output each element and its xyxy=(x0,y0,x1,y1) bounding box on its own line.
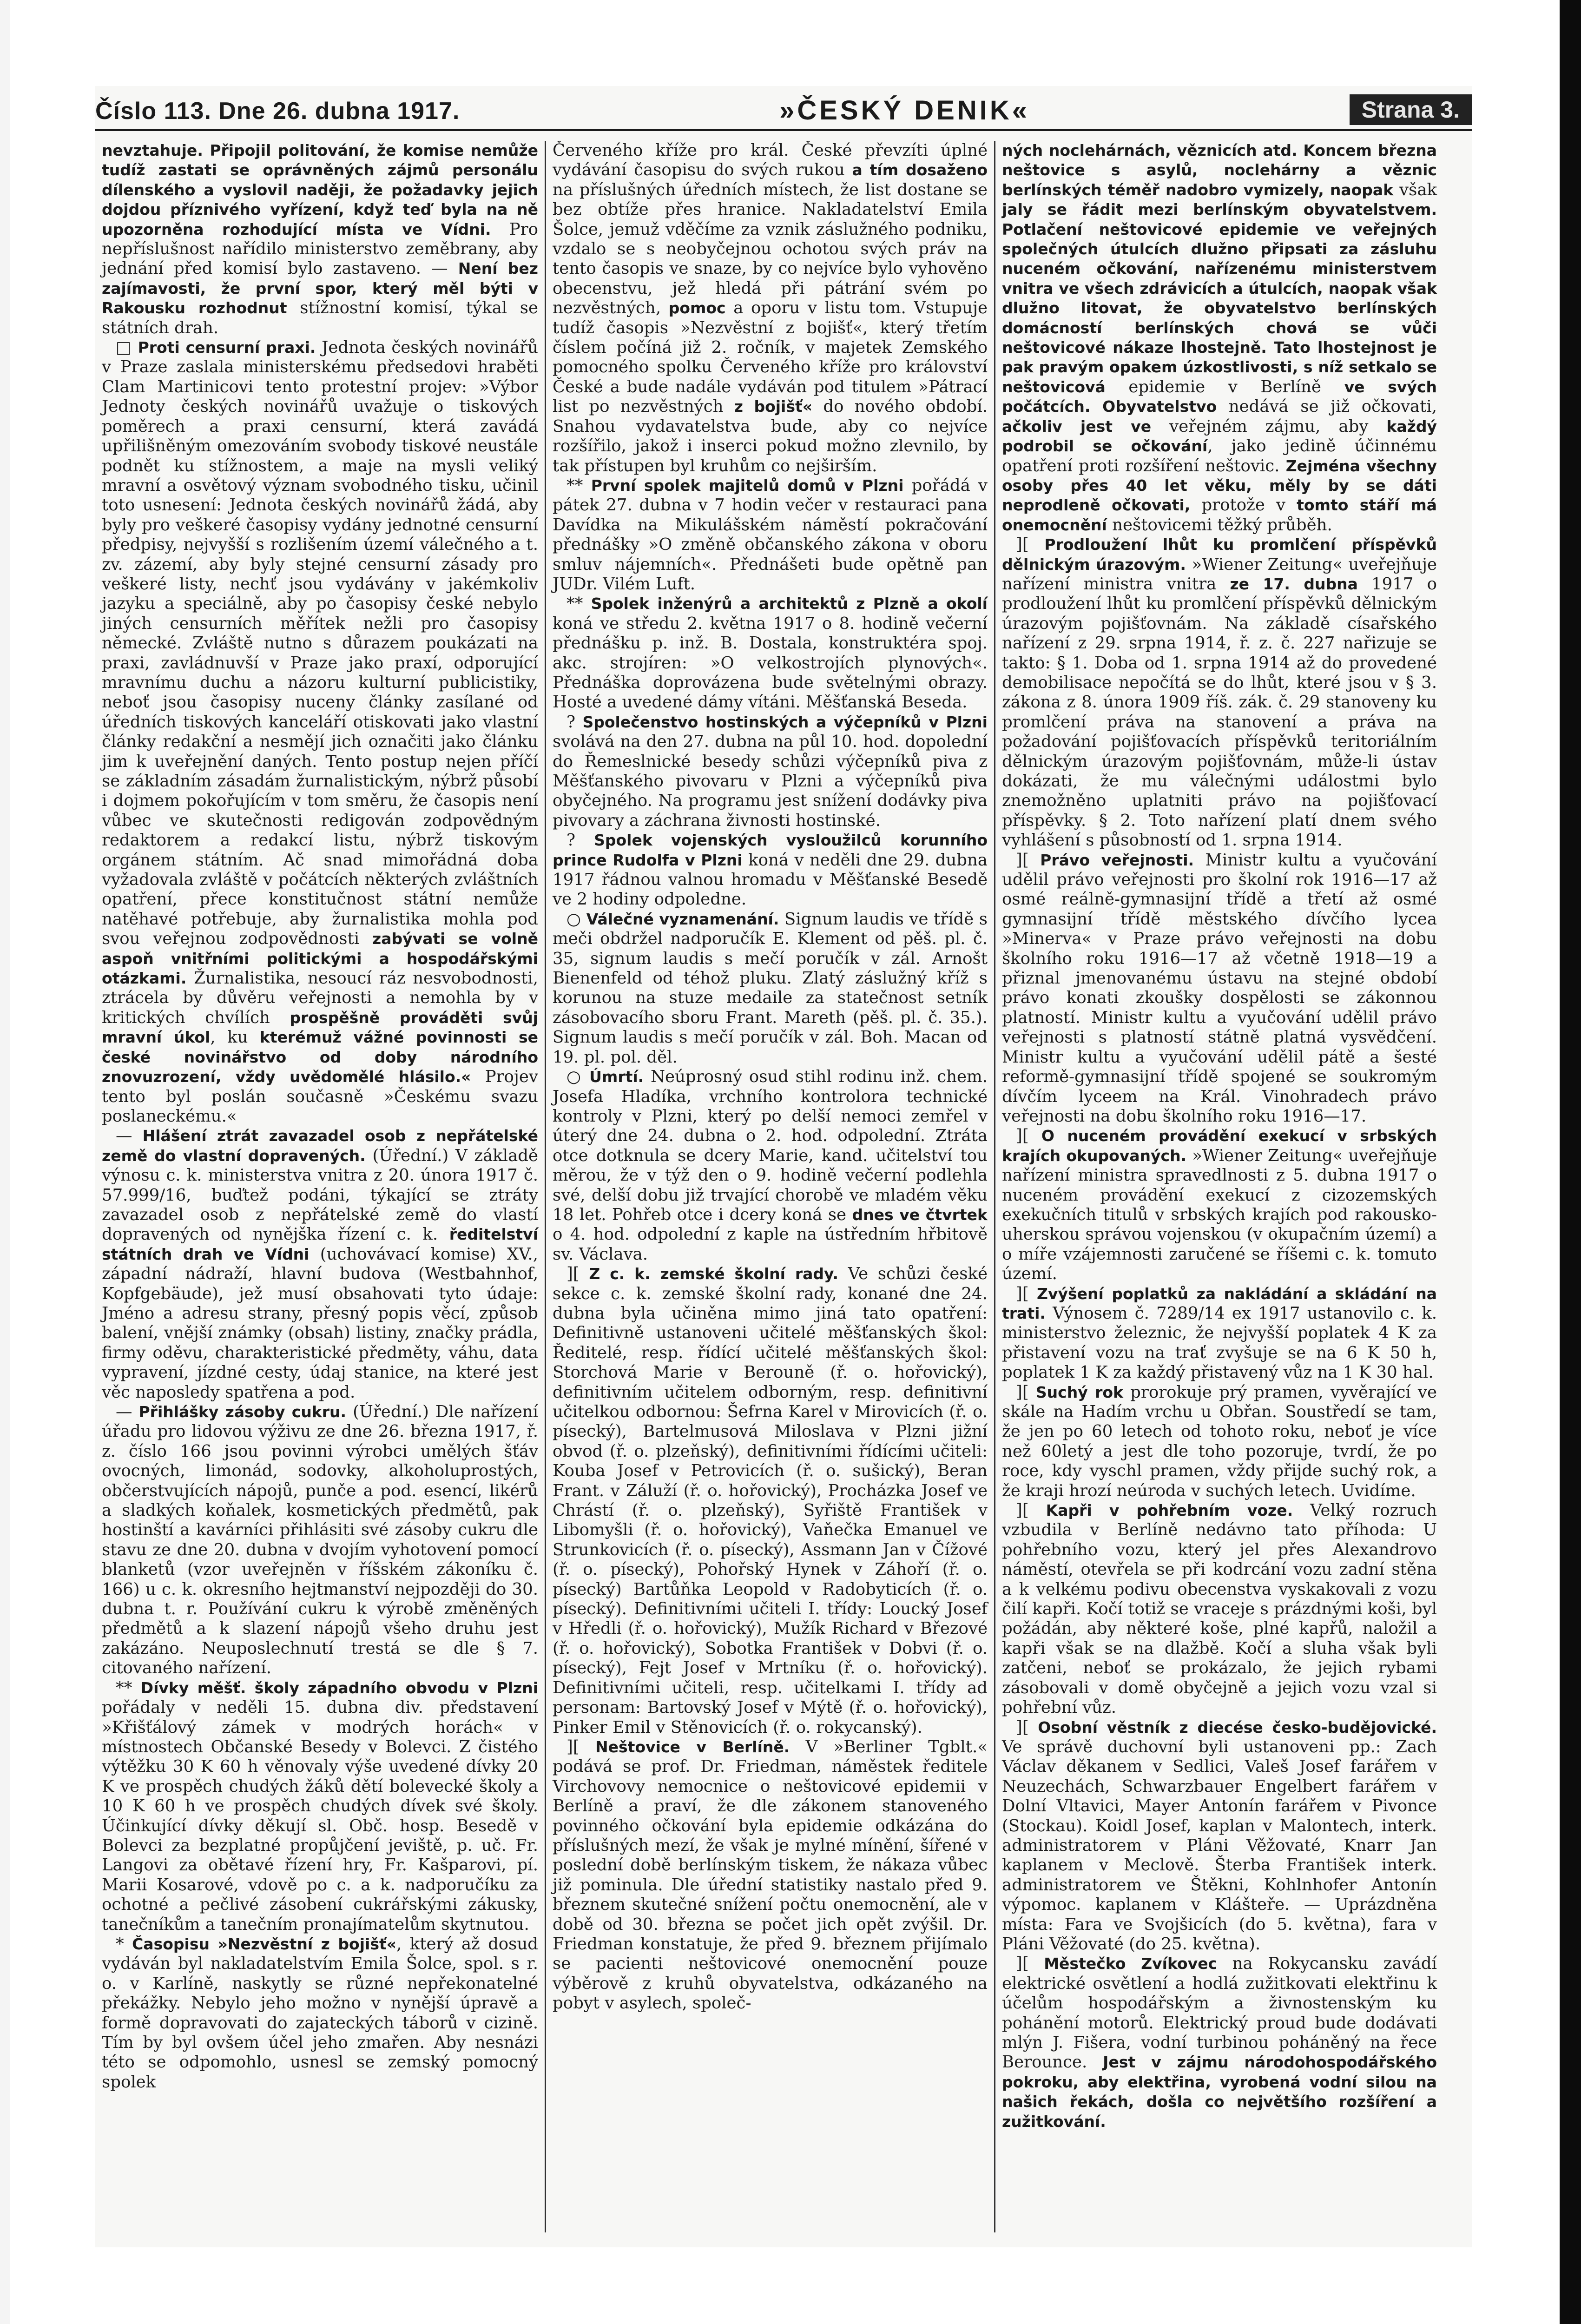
article-paragraph xyxy=(1002,1718,1437,1954)
article-paragraph xyxy=(1002,141,1437,535)
text-run: koná ve středu 2. května 1917 o 8. hodině večerní přednášku p. inž. B. Dostala, konstruktéra spoj. akc. strojíren: »O velkostrojích plynových«. Přednáška doprovázena bude světelnými obrazy. Hosté a uvedené dámy vítáni. Měšťanská Beseda. xyxy=(553,614,988,712)
text-run: pořádá v pátek 27. dubna v 7 hodin večer v restauraci pana Davídka na Mikulášském náměstí pokračování přednášky »O změně občanského zákona v oboru smluv nájemních«. Přednášeti bude opětně pan JUDr. Vilém Luft. xyxy=(553,475,988,594)
text-run: ○ xyxy=(567,1067,590,1087)
bold-text: zabývati se volně aspoň vnitřními politickými a hospodářskými otázkami. xyxy=(102,930,538,988)
text-run: ][ xyxy=(1016,1717,1038,1737)
column-3 xyxy=(994,141,1443,2232)
page-number: Strana 3. xyxy=(1350,94,1472,125)
bold-text: a tím dosaženo xyxy=(852,161,988,179)
text-run: ][ xyxy=(1016,1126,1041,1146)
article-paragraph xyxy=(553,476,988,594)
bold-text: dlužno připsati za zásluhu nuceném očkování, nařízenému ministerstvem vnitra ve všech zdrávicích a útulcích, naopak však dlužno litovat, že obyvatelstvo berlínských domácností berlínských chová se vůči neštovicové nákaze lhostejně. xyxy=(1002,240,1437,357)
text-run: 1917 o prodloužení lhůt ku promlčení příspěvků dělnickým úrazovým pojišťovnám. Na základě císařského nařízení z 29. srpna 1914, ř. z. č. 227 nařizuje se takto: § 1. Doba od 1. srpna 1914 až do provedené demobilisace nepočítá se do lhůt, které jsou v § 3. zákona z 8. února 1909 říš. zák. č. 29 stanoveny ku promlčení práva na stanovení a práva na požadování pojišťovacích příspěvků teritoriálním dělnickým úrazovým pojišťovnám, může-li ústav dokázati, že mu válečnými událostmi bylo znemožněno uplatniti právo na pojišťovací příspěvky. § 2. Toto nařízení platí dnem svého vyhlášení s působností od 1. srpna 1914. xyxy=(1002,574,1437,850)
article-paragraph xyxy=(102,1126,538,1402)
bold-text: Úmrtí. xyxy=(589,1068,644,1086)
text-run: ** xyxy=(567,594,591,614)
text-run: na Rokycansku zavádí elektrické osvětlení a hodlá zužitkovati elektřinu k účelům hospodářským a živnostenským ku pohánění motorů. Elektrický proud bude dodávati mlýn J. Fišera, vodní turbinou poháněný na řece Berounce. xyxy=(1002,1954,1437,2072)
text-run: svolává na den 27. dubna na půl 10. hod. dopolední do Řemeslnické besedy schůzi výčepníků piva z Měšťanského pivovaru v Plzni a výčepníků piva obyčejného. Na programu jest snížení dodávky piva pivovary a záchrana živnosti hostinské. xyxy=(553,732,988,830)
bold-text: ačkoliv jest ve xyxy=(1002,417,1152,436)
article-paragraph xyxy=(1002,1954,1437,2132)
text-run: však xyxy=(1393,180,1437,199)
text-run: prorokuje prý pramen, vyvěrající ve skále na Hadím vrchu u Obřan. Soustředí se tam, že jen po 60 letech od tohoto roku, neboť je více než 60letý a jest dle toho pozoruje, tvrdí, že po roce, kdy vyschl pramen, vždy přijde suchý rok, a že kraji hrozí neúroda v suchých letech. Uvidíme. xyxy=(1002,1382,1437,1500)
bold-text: Časopisu »Nezvěstní z bojišť« xyxy=(132,1934,397,1953)
bold-text: jaly se řádit mezi berlínským obyvatelstvem. xyxy=(1002,200,1437,219)
text-run: ? xyxy=(567,831,594,850)
issue-date: Číslo 113. Dne 26. dubna 1917. xyxy=(95,98,460,125)
article-paragraph xyxy=(102,338,538,1126)
masthead xyxy=(95,86,1472,131)
bold-text: Potlačení neštovicové epidemie ve veřejných společných útulcích xyxy=(1002,220,1437,258)
text-run: , jako jedině účinnému opatření proti rozšíření neštovic. xyxy=(1002,436,1437,475)
article-paragraph xyxy=(1002,1501,1437,1717)
text-run: na příslušných úředních místech, že list dostane se bez obtíže přes hranice. Nakladatelství Emila Šolce, jemuž vděčíme za vznik záslužného podniku, vzdalo se s neobyčejnou ochotou svých práv na tento časopis ve snaze, by co nejvíce bylo vyhověno obecenstvu, jež hledá při pátrání svém po nezvěstných, xyxy=(553,180,988,318)
text-run: □ xyxy=(116,338,138,357)
text-run: (Úřední.) Dle nařízení úřadu pro lidovou výživu ze dne 26. března 1917, ř. z. číslo 166 jsou povinni výrobci umělých šťáv ovocných, limonád, sodovky, alkoholuprostých, občerstvujících nápojů, punče a pod. esencí, likérů a sladkých koňalek, kosmetických předmětů, pak hostinští a kavárníci přihlásiti své zásoby cukru dle stavu ze dne 20. dubna v dvojím vyhotovení pomocí blanketů (vzor uveřejněn v říšském zákoníku č. 166) u c. k. okresního hejtmanství nejpozději do 30. dubna t. r. Používání cukru k výrobě změněných předmětů a k slazení nápojů všeho druhu jest zakázáno. Neuposlechnutí trestá se dle § 7. citovaného nařízení. xyxy=(102,1402,538,1678)
newspaper-page xyxy=(95,86,1472,2247)
article-paragraph xyxy=(553,1737,988,2014)
bold-text: Hlášení ztrát zavazadel osob z nepřátelské země do vlastní dopravených. xyxy=(102,1127,538,1165)
text-run: ][ xyxy=(1016,1501,1046,1520)
bold-text: pomoc xyxy=(668,299,726,317)
article-paragraph xyxy=(102,1678,538,1934)
bold-text: z bojišť« xyxy=(734,397,813,416)
article-paragraph xyxy=(553,594,988,712)
article-paragraph xyxy=(1002,1126,1437,1284)
bold-text: Proti censurní praxi. xyxy=(138,338,316,357)
article-paragraph xyxy=(102,1402,538,1678)
article-paragraph xyxy=(1002,851,1437,1127)
text-run: ][ xyxy=(567,1737,596,1756)
bold-text: Neštovice v Berlíně. xyxy=(595,1737,790,1756)
bold-text: Suchý rok xyxy=(1035,1383,1123,1401)
text-run: (uchovávací komise) XV., západní nádraží, hlavní budova (Westbahnhof, Kopfgebäude), jež musí obsahovati tyto údaje: Jméno a adresu strany, přesný popis věcí, způsob balení, vnější známky (obsah) listiny, značky prádla, firmy oděvu, charakteristické předměty, váhu, data vypravení, jízdné cesty, údaj stanice, na které jest věc naposledy spatřena a pod. xyxy=(102,1244,538,1402)
article-paragraph xyxy=(553,910,988,1067)
text-run: stížnostní komisí, týkal se státních drah. xyxy=(102,298,538,337)
bold-text: Z c. k. zemské školní rady. xyxy=(589,1265,839,1283)
text-run: epidemie v Berlíně xyxy=(1105,377,1344,396)
text-run: nedává se již očkovati, xyxy=(1217,397,1437,416)
text-run: ○ xyxy=(567,909,586,929)
text-run xyxy=(1267,338,1274,357)
article-columns xyxy=(95,141,1472,2232)
bold-text: Kapři v pohřebním voze. xyxy=(1046,1501,1293,1520)
text-run: neštovicemi těžký průběh. xyxy=(1107,515,1332,535)
text-run: , který až dosud vydáván byl nakladatelstvím Emila Šolce, spol. s r. o. v Karlíně, naskytly se různé nepřekonatelné překážky. Nebylo jeho možno v nynější úpravě a formě dopravovati do zajateckých táborů v cizině. Tím by byl ovšem účel jeho zmařen. Aby nesnázi této se odpomohlo, usnesl se zemský pomocný spolek xyxy=(102,1934,538,2092)
text-run: Pro nepříslušnost nařídilo ministerstvo zeměbrany, aby jednání před komisí bylo zastaveno. — xyxy=(102,219,538,278)
article-paragraph xyxy=(102,141,538,338)
text-run: Ve správě duchovní byli ustanoveni pp.: Zach Václav děkanem v Sedlici, Valeš Josef farářem v Neuzechách, Schwarzbauer Engelbert farářem v Dolní Vltavici, Mayer Antonín farářem v Pivonce (Stockau). Koidl Josef, kaplan v Malontech, interk. administratorem v Pláni Věžovaté, Knarr Jan kaplanem v Meclově. Šterba František interk. administratorem ve Štěkni, Kohlnhofer Antonín výpomoc. kaplanem v Klášteře. — Uprázdněna místa: Fara ve Svojšicích (do 5. května), fara v Pláni Věžovaté (do 25. května). xyxy=(1002,1737,1437,1954)
bold-text: nevztahuje. xyxy=(102,141,203,159)
article-paragraph xyxy=(553,141,988,476)
column-1 xyxy=(95,141,545,2232)
bold-text: ředitelství státních drah ve Vídni xyxy=(102,1225,538,1263)
bold-text: O nuceném provádění exekucí v srbských krajích okupovaných. xyxy=(1002,1127,1437,1165)
text-run: — xyxy=(116,1126,143,1146)
text-run: Signum laudis ve třídě s meči obdržel nadporučík E. Klement od pěš. pl. č. 35, signum laudis s mečí poručík v zál. Arnošt Bienenfeld od téhož pluku. Zlatý záslužný kříž s korunou na stuze medaile za statečnost setník zásobovacího sboru Frant. Mareth (pěš. pl. č. 35.). Signum laudis s mečí poručík v zál. Boh. Macan od 19. pl. pol. děl. xyxy=(553,909,988,1067)
text-run: Neúprosný osud stihl rodinu inž. chem. Josefa Hladíka, vrchního kontrolora technické kontroly v Plzni, který po delší nemoci zemřel v úterý dne 24. dubna o 2. hod. odpolední. Ztráta otce dotknula se dcery Marie, kand. učitelství tou měrou, že v týž den o 9. hodině večerní podlehla své, delší dobu již trvající chorobě ve mladém věku 18 let. Pohřeb otce i dcery koná se xyxy=(553,1067,988,1224)
bold-text: ve svých počátcích. Obyvatelstvo xyxy=(1002,377,1437,416)
text-run: Jednota českých novinářů v Praze zaslala ministerskému předsedovi hraběti Clam Martinicovi tento protestní projev: »Výbor Jednoty českých novinářů uvažuje o tiskových poměrech a praxi censurní, která zavádá upřilišněným omezováním svobody tiskové neustále podnět ku stížnostem, a maje na mysli veliký mravní a osvětový význam svobodného tisku, učinil toto usnesení: Jednota českých novinářů žádá, aby byly pro veškeré časopisy vydány jednotné censurní předpisy, nejvyšší s rozlišením území válečného a t. zv. zázemí, aby byly stejné censurní zásady pro veškeré listy, nechť jsou vydávány v jakémkoliv jazyku a speciálně, aby po časopisy české nebylo jiných censurních měřítek nežli pro časopisy německé. Zvláště nutno s důrazem poukázati na praxi, zavládnuvší v Praze jako praxí, odporující mravnímu duchu a názoru kulturní publicistiky, neboť jsou časopisy nuceny články zasílané od úředních tiskových kanceláří otiskovati jako vlastní články redakční a nesmějí jich označiti jako článku jim k uveřejnění daných. Tento postup nejen příčí se základním zásadám žurnalistickým, nýbrž působí i dojmem pokořujícím v tom směru, že časopis není vůbec ve skutečnosti redigován zodpovědným redaktorem a redakcí listu, nýbrž tiskovým orgánem státním. Ač snad mimořádná doba vyžadovala zvláště v počátcích některých zvláštních opatření, přece konstitučnost státní nemůže natěhavé potřebuje, aby žurnalistika mohla pod svou veřejnou zodpovědnosti xyxy=(102,338,538,949)
bold-text: Městečko Zvíkovec xyxy=(1044,1954,1218,1973)
text-run: Výnosem č. 7289/14 ex 1917 ustanovilo c. k. ministerstvo železnic, že nejvyšší poplatek 4 K za přistavení vozu na trať zvyšuje se na 6 K 50 h, poplatek 1 K za každý přistavený vůz na 1 K 30 hal. xyxy=(1002,1303,1437,1382)
scan-edge-left xyxy=(0,0,10,2324)
bold-text: První spolek majitelů domů v Plzni xyxy=(591,476,904,495)
scan-edge-right xyxy=(1560,0,1581,2324)
bold-text: ze 17. dubna xyxy=(1230,574,1358,593)
bold-text: dnes ve čtvrtek xyxy=(852,1205,988,1224)
text-run: (Úřední.) V základě výnosu c. k. ministerstva vnitra z 20. února 1917 č. 57.999/16, buďtež podáni, týkající se ztráty zavazadel osob z nepřátelské země do vlastí dopravených od nynějška řízení c. k. xyxy=(102,1146,539,1244)
text-run: V »Berliner Tgblt.« podává se prof. Dr. Friedman, náměstek ředitele Virchovovy nemocnice o neštovicové epidemii v Berlíně a praví, že dle zákonem stanoveného povinného očkování byla epidemie odkázána do příslušných mezí, že však je mylné mínění, šířené v poslední době berlínským tiskem, že nákaza vůbec již pominula. Dle úřední statistiky nastalo před 9. březnem skutečné snížení počtu onemocnění, ale v době od 30. března se počet jich opět zvýšil. Dr. Friedman konstatuje, že před 9. březnem přijímalo se pacienti neštovicové onemocnění pouze výběrově z kruhů obyvatelstva, odkázaného na pobyt v asylech, společ- xyxy=(553,1737,988,2013)
bold-text: Připojil politování, že komise nemůže tudíž zastati se oprávněných zájmů personálu dílenského a vyslovil naději, že požadavky jejich dojdou příznivého vyřízení, když teď byla na ně upozorněna rozhodující místa ve Vídni. xyxy=(102,141,538,238)
text-run: — xyxy=(116,1402,139,1421)
text-run: o 4. hod. odpolední z kaple na ústředním hřbitově sv. Václava. xyxy=(553,1225,988,1264)
bold-text: Není bez zajímavosti, že první spor, který měl býti v Rakousku rozhodnut xyxy=(102,259,538,317)
text-run: , ku xyxy=(210,1028,260,1047)
text-run: veřejném zájmu, aby xyxy=(1151,416,1387,436)
text-run: ][ xyxy=(1016,1284,1037,1303)
bold-text: Jest v zájmu národohospodářského pokroku, aby elektřina, vyrobená vodní silou na našich řekách, došla co největšího rozšíření a zužitkování. xyxy=(1002,2053,1437,2131)
bold-text: prospěšně prováděti svůj mravní úkol xyxy=(102,1008,538,1047)
text-run: Ministr kultu a vyučování udělil právo veřejnosti pro školní rok 1916—17 až osmé reálně-gymnasijní třídě a třetí až osmé gymnasijní třídě městského dívčího lycea »Minerva« v Praze právo veřejnosti na dobu školního roku 1916—17 až včetně 1918—19 a přiznal jmenovanému ústavu na stejné období právo konati zkoušky dospělosti se zákonnou platností. Ministr kultu a vyučování udělil právo veřejnosti s platností státně platná vysvědčení. Ministr kultu a vyučování udělil pátě a šesté reformě-gymnasijní třídě spojené se soukromým dívčím lyceem na Král. Vinohradech právo veřejnosti na dobu školního roku 1916—17. xyxy=(1002,850,1437,1126)
bold-text: Přihlášky zásoby cukru. xyxy=(138,1403,347,1421)
text-run: a oporu v listu tom. Vstupuje tudíž časopis »Nezvěstní z bojišť«, který třetím číslem počíná již 2. ročník, v majetek Zemského pomocného spolku Červeného kříže pro království České a bude nadále vydáván pod titulem »Pátrací list po nezvěstných xyxy=(553,298,988,416)
article-paragraph xyxy=(553,713,988,831)
text-run: do nového období. Snahou vydavatelstva bude, aby co nejvíce rozšířilo, jakož i inserci pokud možno zlevnilo, by tak přístupen byl kruhům co nejširším. xyxy=(553,397,988,475)
bold-text: Právo veřejnosti. xyxy=(1040,851,1194,869)
bold-text: kterémuž vážné povinnosti se české novinářstvo od doby národního znovuzrození, vždy uvědomělé hlásilo.« xyxy=(102,1028,538,1086)
text-run: ** xyxy=(567,475,591,495)
bold-text: Válečné vyznamenání. xyxy=(586,910,779,928)
bold-text: Spolek inženýrů a architektů z Plzně a okolí xyxy=(591,594,988,613)
text-run: ][ xyxy=(1016,1954,1044,1974)
column-2 xyxy=(545,141,994,2232)
bold-text: Dívky měšť. školy západního obvodu v Plzni xyxy=(140,1678,538,1697)
text-run: ][ xyxy=(1016,1382,1036,1402)
newspaper-title: »ČESKÝ DENIK« xyxy=(779,95,1030,125)
bold-text: Spolek vojenských vysloužilců korunního prince Rudolfa v Plzni xyxy=(553,831,988,869)
bold-text: každý podrobil se očkování xyxy=(1002,417,1437,456)
bold-text: Zejména všechny osoby přes 40 let věku, měly by se dáti neprodleně očkovati, xyxy=(1002,456,1437,515)
bold-text: Společenstvo hostinských a výčepníků v Plzni xyxy=(582,713,988,731)
bold-text: Prodloužení lhůt ku promlčení příspěvků dělnickým úrazovým. xyxy=(1002,535,1437,574)
bold-text: Tato lhostejnost je pak pravým opakem úzkostlivosti, s níž setkalo se neštovicová xyxy=(1002,338,1437,396)
text-run: * xyxy=(116,1934,132,1954)
text-run: Velký rozruch vzbudila v Berlíně nedávno tato příhoda: U pohřebního vozu, který jel přes Alexandrovo náměstí, otevřela se při kodrcání vozu zadní stěna a k velkému podivu obecenstva vyskakovali z vozu čilí kapři. Kočí totiž se vraceje s prázdnými koši, byl požádán, aby některé koše, plné kapřů, naložil a kapři však se na dlažbě. Kočí a sluha však byli zatčeni, neboť se prokázalo, že jejich rybami zásobovali v domě obyčejně a jejich vozu vzal si pohřební vůz. xyxy=(1002,1501,1437,1717)
text-run xyxy=(1179,239,1191,258)
text-run: ][ xyxy=(567,1264,589,1284)
text-run: ** xyxy=(116,1678,141,1697)
text-run: Projev tento byl poslán současně »Českému svazu poslaneckému.« xyxy=(102,1067,538,1126)
text-run: Žurnalistika, nesoucí ráz nesvobodnosti, ztrácela by důvěru veřejnosti a nemohla by v kritických chvílích xyxy=(102,969,538,1027)
article-paragraph xyxy=(1002,1383,1437,1501)
article-paragraph xyxy=(102,1934,538,2092)
text-run: »Wiener Zeitung« uveřejňuje nařízení ministra spravedlnosti z 5. dubna 1917 o nuceném provádění exekucí z cizozemských exekučních titulů v srbských krajích pod rakousko-uherskou správou vojenskou (v okupačním území) a o míře vzájemnosti zaručené se říšemi c. k. tomuto území. xyxy=(1002,1146,1437,1284)
article-paragraph xyxy=(1002,535,1437,851)
text-run: ? xyxy=(567,712,583,732)
article-paragraph xyxy=(1002,1284,1437,1383)
text-run: pořádaly v neděli 15. dubna div. představení »Křišťálový zámek v modrých horách« v místnostech Občanské Besedy v Bolevci. Z čistého výtěžku 30 K 60 h věnovaly výše uvedené dívky 20 K ve prospěch chudých žáků dětí bolevecké školy a 10 K 60 h ve prospěch chudých dívek své školy. Účinkující dívky děkují sl. Obč. hosp. Besedě v Bolevci za bezplatné propůjčení jeviště, p. uč. Fr. Langovi za obětavé řízení hry, Fr. Kašparovi, pí. Marii Kosarové, vdově po c. a k. nadporučíku za ochotné a pečlivé zásobení cukrářskými zákusky, tanečníkům a tanečním pronajímatelům skytnutou. xyxy=(102,1698,538,1934)
text-run: Červeného kříže pro král. České převzíti úplné vydávání časopisu do svých rukou xyxy=(553,141,988,180)
bold-text: ných noclehárnách, věznicích atd. Koncem března neštovice s asylů, noclehárny a věznic berlínských téměř nadobro vymizely, naopak xyxy=(1002,141,1437,199)
bold-text: tomto stáří má onemocnění xyxy=(1002,496,1437,534)
text-run: ][ xyxy=(1016,535,1045,555)
text-run: ][ xyxy=(1016,850,1041,870)
text-run: Ve schůzi české sekce c. k. zemské školní rady, konané dne 24. dubna byla učiněna mimo jiná tato opatření: Definitivně ustanoveni učitelé měšťanských škol: Ředitelé, resp. řídící učitelé měšťanských škol: Storchová Marie v Berouně (ř. o. hořovický), definitivním učitelem odborným, resp. definitivní učitelkou odbornou: Šefrna Karel v Mirovicích (ř. o. písecký), Bartelmusová Miloslava v Plzni jižní obvod (ř. o. plzeňský), definitivními řídícími učiteli: Kouba Josef v Petrovicích (ř. o. sušický), Beran Frant. v Záluží (ř. o. hořovický), Procházka Josef ve Chrástí (ř. o. plzeňský), Syřiště František v Libomyšli (ř. o. hořovický), Vaňečka Emanuel ve Strunkovicích (ř. o. písecký), Assmann Jan v Čížové (ř. o. písecký), Pohořský Hynek v Záhoří (ř. o. písecký) Bartůňka Leopold v Radobyticích (ř. o. písecký). Definitivními učiteli I. třídy: Loucký Josef v Hředli (ř. o. hořovický), Mužík Richard v Březové (ř. o. hořovický), Sobotka František v Dobvi (ř. o. písecký), Fejt Josef v Mrtníku (ř. o. hořovický). Definitivními učiteli, resp. učitelkami I. třídy ad personam: Bartovský Josef v Mýtě (ř. o. hořovický), Pinker Emil v Stěnovicích (ř. o. rokycanský). xyxy=(553,1264,988,1737)
bold-text: Osobní věstník z diecése česko-budějovické. xyxy=(1038,1718,1437,1736)
article-paragraph xyxy=(553,831,988,910)
text-run: »Wiener Zeitung« uveřejňuje nařízení ministra vnitra xyxy=(1002,555,1437,594)
bold-text: Zvýšení poplatků za nakládání a skládání na trati. xyxy=(1002,1284,1437,1322)
text-run: koná v neděli dne 29. dubna 1917 řádnou valnou hromadu v Měšťanské Besedě ve 2 hodiny odpoledne. xyxy=(553,850,988,909)
article-paragraph xyxy=(553,1264,988,1737)
article-paragraph xyxy=(553,1067,988,1264)
text-run: protože v xyxy=(1190,495,1297,515)
